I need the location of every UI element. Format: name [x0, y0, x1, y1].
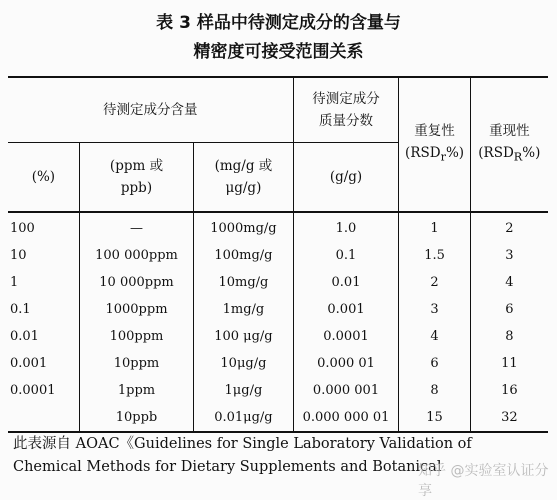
cell-rsdr: 6 — [399, 350, 470, 377]
header-ppm-line1: (ppm 或 — [109, 158, 164, 174]
header-gg: (g/g) — [293, 143, 399, 213]
header-reproducibility-unit: $(RSD_R\%)$ — [478, 145, 541, 164]
header-content-group: 待测定成分含量 — [8, 77, 293, 143]
cell-rsdr: 1.5 — [399, 242, 470, 269]
table-title-line1: 表 3 样品中待测定成分的含量与 — [156, 13, 401, 33]
cell-percent: 0.001 — [10, 356, 48, 371]
cell-percent: 100 — [8, 212, 79, 242]
cell-percent — [8, 404, 79, 432]
header-mgg-line2: μg/g) — [225, 180, 262, 196]
cell-rsdr: 15 — [399, 404, 470, 432]
cell-gg: 0.0001 — [293, 323, 399, 350]
table-row — [8, 350, 548, 377]
table-title-line2: 精密度可接受范围关系 — [193, 42, 364, 62]
header-percent: (%) — [8, 143, 79, 213]
header-reproducibility — [470, 77, 548, 212]
cell-gg: 0.000 000 01 — [293, 404, 399, 432]
cell-rsdr: 3 — [399, 296, 470, 323]
cell-rsdR: 6 — [470, 296, 548, 323]
cell-gg: 0.01 — [293, 269, 399, 296]
cell-mgg: 0.01μg/g — [194, 404, 293, 432]
cell-gg: 0.000 001 — [293, 377, 399, 404]
cell-rsdr: 2 — [399, 269, 470, 296]
cell-percent: 1 — [10, 275, 19, 290]
cell-rsdR: 2 — [470, 212, 548, 242]
cell-ppm: — — [79, 212, 193, 242]
cell-ppm: 10ppb — [79, 404, 193, 432]
cell-rsdr: 4 — [399, 323, 470, 350]
header-reproducibility-label: 重现性 — [489, 123, 530, 140]
cell-rsdR: 8 — [470, 323, 548, 350]
precision-table — [8, 76, 548, 433]
cell-mgg: 1mg/g — [194, 296, 293, 323]
cell-ppm: 100ppm — [79, 323, 193, 350]
cell-percent: 10 — [10, 248, 27, 263]
header-mass-fraction-line2: 质量分数 — [319, 113, 373, 129]
cell-gg: 1.0 — [293, 212, 399, 242]
source-note-line1: 此表源自 AOAC《Guidelines for Single Laboratory Validation of — [13, 436, 472, 452]
cell-rsdr: 8 — [399, 377, 470, 404]
cell-gg: 0.1 — [293, 242, 399, 269]
cell-mgg: 1μg/g — [194, 377, 293, 404]
cell-rsdR: 32 — [470, 404, 548, 432]
cell-ppm: 10ppm — [79, 350, 193, 377]
table-row — [8, 404, 548, 432]
cell-gg: 0.000 01 — [293, 350, 399, 377]
cell-rsdR: 16 — [470, 377, 548, 404]
table-row — [8, 242, 548, 269]
header-mass-fraction-line1: 待测定成分 — [312, 91, 380, 107]
header-repeatability — [399, 77, 470, 212]
source-note-line2: Chemical Methods for Dietary Supplements and Botanical — [13, 459, 442, 475]
cell-rsdR: 4 — [470, 269, 548, 296]
cell-percent: 0.01 — [10, 329, 39, 344]
watermark: 知乎 @实验室认证分享 — [418, 463, 549, 499]
cell-mgg: 10μg/g — [194, 350, 293, 377]
cell-mgg: 100 μg/g — [194, 323, 293, 350]
cell-ppm: 1000ppm — [79, 296, 193, 323]
cell-mgg: 100mg/g — [194, 242, 293, 269]
cell-mgg: 10mg/g — [194, 269, 293, 296]
header-mgg — [194, 143, 293, 213]
header-repeatability-unit: $(RSD_r\%)$ — [405, 145, 465, 164]
cell-ppm: 1ppm — [79, 377, 193, 404]
table-row — [8, 296, 548, 323]
cell-rsdR: 11 — [470, 350, 548, 377]
table-row — [8, 269, 548, 296]
cell-mgg: 1000mg/g — [194, 212, 293, 242]
header-ppm-line2: ppb) — [120, 180, 153, 196]
table-row — [8, 377, 548, 404]
table-row — [8, 212, 548, 242]
cell-gg: 0.001 — [293, 296, 399, 323]
cell-percent: 0.0001 — [10, 383, 56, 398]
header-repeatability-label: 重复性 — [414, 123, 455, 140]
cell-ppm: 100 000ppm — [79, 242, 193, 269]
header-mass-fraction — [293, 77, 399, 143]
cell-rsdr: 1 — [399, 212, 470, 242]
header-mgg-line1: (mg/g 或 — [214, 158, 273, 174]
cell-ppm: 10 000ppm — [79, 269, 193, 296]
cell-rsdR: 3 — [470, 242, 548, 269]
table-row — [8, 323, 548, 350]
header-ppm — [79, 143, 193, 213]
cell-percent: 0.1 — [10, 302, 31, 317]
